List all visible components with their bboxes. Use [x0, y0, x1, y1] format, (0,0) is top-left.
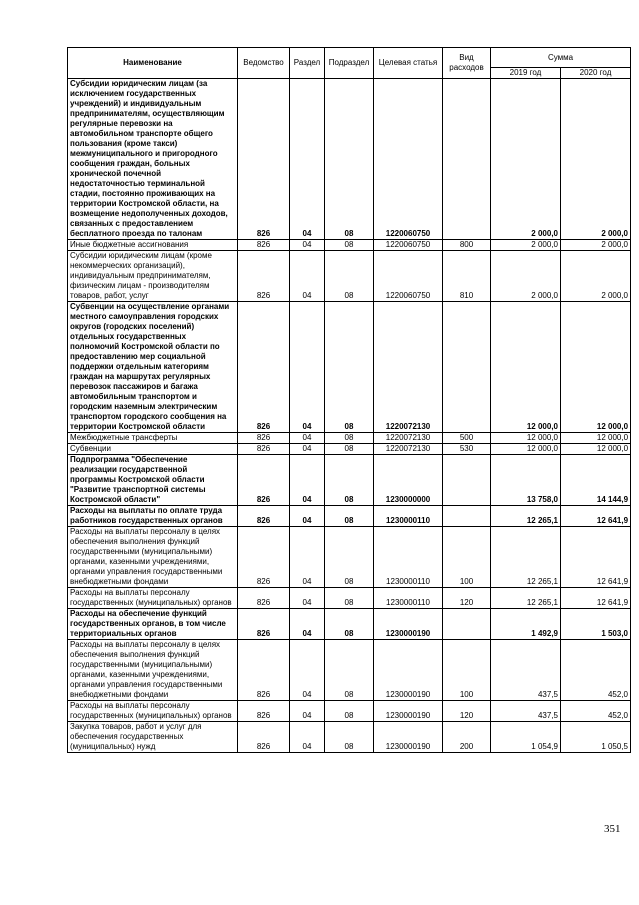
row-sum-2019: 437,5	[491, 640, 561, 701]
row-sum-2020: 452,0	[561, 640, 631, 701]
row-sum-2019: 12 265,1	[491, 588, 561, 609]
row-target-article: 1220072130	[374, 433, 443, 444]
row-sum-2019: 437,5	[491, 701, 561, 722]
header-target-article: Целевая статья	[374, 48, 443, 79]
row-name: Расходы на обеспечение функций государственных органов, в том числе территориальных органов	[68, 609, 238, 640]
row-name: Расходы на выплаты персоналу государственных (муниципальных) органов	[68, 701, 238, 722]
row-department: 826	[238, 527, 290, 588]
row-name: Субвенции на осуществление органами местного самоуправления городских округов (городских поселений) отдельных государственных полномочий Костромской области по предоставлению мер социальной поддержки отдельным категориям граждан на маршрутах регулярных перевозок пассажиров и багажа автомобильным транспортом и городским наземным электрическим транспортом городского сообщения на территории Костромской области	[68, 302, 238, 433]
row-sum-2020: 12 641,9	[561, 527, 631, 588]
row-sum-2020: 2 000,0	[561, 79, 631, 240]
row-expense-type: 120	[443, 588, 491, 609]
table-row	[68, 79, 631, 240]
row-sum-2020: 14 144,9	[561, 455, 631, 506]
row-department: 826	[238, 588, 290, 609]
row-target-article: 1220060750	[374, 240, 443, 251]
row-subsection: 08	[325, 251, 374, 302]
table-row	[68, 302, 631, 433]
table-row	[68, 455, 631, 506]
row-name: Расходы на выплаты персоналу государственных (муниципальных) органов	[68, 588, 238, 609]
row-sum-2020: 12 641,9	[561, 506, 631, 527]
row-sum-2019: 2 000,0	[491, 240, 561, 251]
table-row	[68, 640, 631, 701]
row-department: 826	[238, 506, 290, 527]
row-name: Субсидии юридическим лицам (кроме некоммерческих организаций), индивидуальным предпринимателям, физическим лицам - производителям товаров, работ, услуг	[68, 251, 238, 302]
row-department: 826	[238, 640, 290, 701]
table-row	[68, 609, 631, 640]
header-section: Раздел	[290, 48, 325, 79]
row-section: 04	[290, 527, 325, 588]
header-sum: Сумма	[491, 48, 631, 68]
row-name: Расходы на выплаты персоналу в целях обеспечения выполнения функций государственными (муниципальными) органами, казенными учреждениями, органами управления государственными внебюджетными фондами	[68, 640, 238, 701]
row-expense-type	[443, 506, 491, 527]
row-name: Субвенции	[68, 444, 238, 455]
row-expense-type	[443, 455, 491, 506]
row-expense-type	[443, 609, 491, 640]
row-target-article: 1230000110	[374, 506, 443, 527]
row-section: 04	[290, 79, 325, 240]
row-expense-type: 200	[443, 722, 491, 753]
row-target-article: 1230000190	[374, 722, 443, 753]
row-expense-type: 100	[443, 640, 491, 701]
row-sum-2019: 12 000,0	[491, 444, 561, 455]
row-name: Подпрограмма "Обеспечение реализации государственной программы Костромской области "Развитие транспортной системы Костромской области"	[68, 455, 238, 506]
row-expense-type: 120	[443, 701, 491, 722]
row-sum-2019: 12 265,1	[491, 506, 561, 527]
row-subsection: 08	[325, 79, 374, 240]
row-sum-2020: 2 000,0	[561, 251, 631, 302]
row-department: 826	[238, 701, 290, 722]
row-section: 04	[290, 455, 325, 506]
row-sum-2019: 1 054,9	[491, 722, 561, 753]
row-sum-2020: 1 050,5	[561, 722, 631, 753]
row-target-article: 1230000190	[374, 701, 443, 722]
row-sum-2019: 2 000,0	[491, 79, 561, 240]
table-body	[68, 79, 631, 753]
table-row	[68, 722, 631, 753]
row-subsection: 08	[325, 506, 374, 527]
row-expense-type	[443, 302, 491, 433]
row-target-article: 1220060750	[374, 79, 443, 240]
row-target-article: 1220072130	[374, 302, 443, 433]
row-subsection: 08	[325, 722, 374, 753]
row-name: Межбюджетные трансферты	[68, 433, 238, 444]
table-row	[68, 240, 631, 251]
row-sum-2019: 12 000,0	[491, 302, 561, 433]
row-section: 04	[290, 588, 325, 609]
row-subsection: 08	[325, 240, 374, 251]
header-year-2020: 2020 год	[561, 68, 631, 79]
row-target-article: 1220060750	[374, 251, 443, 302]
row-section: 04	[290, 302, 325, 433]
table-row	[68, 527, 631, 588]
table-row	[68, 444, 631, 455]
row-section: 04	[290, 433, 325, 444]
table-row	[68, 251, 631, 302]
row-sum-2020: 12 000,0	[561, 444, 631, 455]
row-department: 826	[238, 302, 290, 433]
row-department: 826	[238, 609, 290, 640]
row-sum-2020: 1 503,0	[561, 609, 631, 640]
row-subsection: 08	[325, 433, 374, 444]
row-expense-type: 500	[443, 433, 491, 444]
row-sum-2019: 12 000,0	[491, 433, 561, 444]
row-section: 04	[290, 701, 325, 722]
row-subsection: 08	[325, 444, 374, 455]
page-number: 351	[604, 823, 621, 835]
row-subsection: 08	[325, 701, 374, 722]
header-department: Ведомство	[238, 48, 290, 79]
row-section: 04	[290, 506, 325, 527]
row-target-article: 1230000110	[374, 588, 443, 609]
row-sum-2019: 1 492,9	[491, 609, 561, 640]
table-row	[68, 588, 631, 609]
table-row	[68, 701, 631, 722]
row-department: 826	[238, 722, 290, 753]
header-subsection: Подраздел	[325, 48, 374, 79]
row-name: Расходы на выплаты по оплате труда работников государственных органов	[68, 506, 238, 527]
row-department: 826	[238, 433, 290, 444]
row-subsection: 08	[325, 455, 374, 506]
row-name: Субсидии юридическим лицам (за исключением государственных учреждений) и индивидуальным предпринимателям, осуществляющим регулярные перевозки на автомобильном транспорте общего пользования (кроме такси) межмуниципального и пригородного сообщения граждан, больных хронической почечной недостаточностью терминальной стадии, постоянно проживающих на территории Костромской области, на возмещение недополученных доходов, связанных с предоставлением бесплатного проезда по талонам	[68, 79, 238, 240]
row-name: Закупка товаров, работ и услуг для обеспечения государственных (муниципальных) нужд	[68, 722, 238, 753]
row-section: 04	[290, 722, 325, 753]
row-expense-type	[443, 79, 491, 240]
budget-table	[67, 47, 631, 753]
row-department: 826	[238, 455, 290, 506]
row-department: 826	[238, 444, 290, 455]
row-sum-2020: 12 641,9	[561, 588, 631, 609]
row-section: 04	[290, 640, 325, 701]
row-sum-2019: 2 000,0	[491, 251, 561, 302]
row-target-article: 1230000000	[374, 455, 443, 506]
row-department: 826	[238, 251, 290, 302]
row-sum-2019: 12 265,1	[491, 527, 561, 588]
row-name: Иные бюджетные ассигнования	[68, 240, 238, 251]
row-sum-2020: 12 000,0	[561, 302, 631, 433]
row-sum-2020: 12 000,0	[561, 433, 631, 444]
row-sum-2019: 13 758,0	[491, 455, 561, 506]
header-year-2019: 2019 год	[491, 68, 561, 79]
row-subsection: 08	[325, 609, 374, 640]
table-row	[68, 433, 631, 444]
row-subsection: 08	[325, 527, 374, 588]
row-section: 04	[290, 240, 325, 251]
row-section: 04	[290, 251, 325, 302]
row-department: 826	[238, 240, 290, 251]
row-expense-type: 800	[443, 240, 491, 251]
row-target-article: 1230000110	[374, 527, 443, 588]
row-target-article: 1230000190	[374, 640, 443, 701]
row-expense-type: 530	[443, 444, 491, 455]
row-expense-type: 810	[443, 251, 491, 302]
row-section: 04	[290, 609, 325, 640]
row-subsection: 08	[325, 640, 374, 701]
header-name: Наименование	[68, 48, 238, 79]
header-expense-type: Вид расходов	[443, 48, 491, 79]
row-target-article: 1230000190	[374, 609, 443, 640]
row-sum-2020: 452,0	[561, 701, 631, 722]
row-department: 826	[238, 79, 290, 240]
row-target-article: 1220072130	[374, 444, 443, 455]
row-name: Расходы на выплаты персоналу в целях обеспечения выполнения функций государственными (муниципальными) органами, казенными учреждениями, органами управления государственными внебюджетными фондами	[68, 527, 238, 588]
row-expense-type: 100	[443, 527, 491, 588]
row-subsection: 08	[325, 588, 374, 609]
table-row	[68, 506, 631, 527]
row-sum-2020: 2 000,0	[561, 240, 631, 251]
row-section: 04	[290, 444, 325, 455]
row-subsection: 08	[325, 302, 374, 433]
